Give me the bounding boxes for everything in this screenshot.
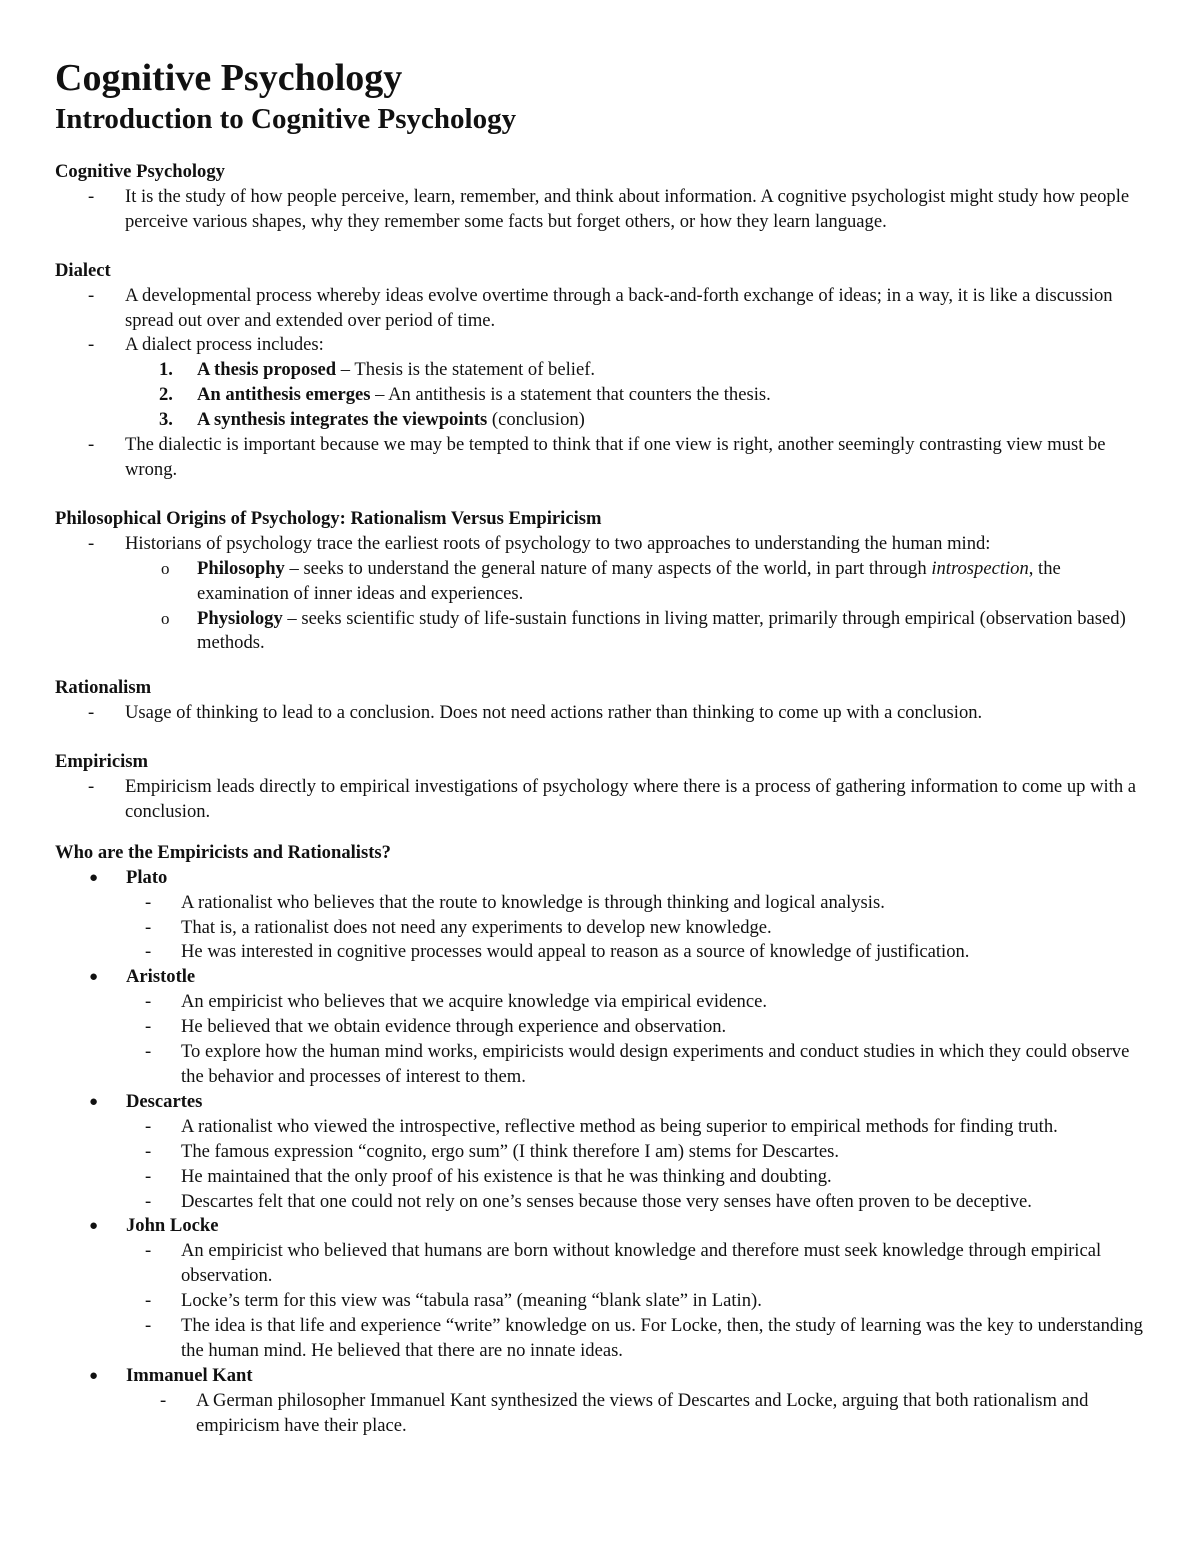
dash-marker: - bbox=[145, 1290, 152, 1312]
circle-marker: o bbox=[161, 608, 170, 628]
dash-list bbox=[55, 185, 1155, 235]
circle-list bbox=[55, 557, 1155, 657]
dash-list bbox=[55, 433, 1155, 483]
sub-list-item bbox=[55, 607, 1155, 657]
list-item-text: He believed that we obtain evidence through experience and observation. bbox=[181, 1016, 727, 1038]
section-rationalism bbox=[55, 676, 1155, 726]
dash-marker: - bbox=[145, 891, 152, 913]
sub-item-text: – seeks scientific study of life-sustain functions in living matter, primarily through empirical (observation based) methods. bbox=[197, 607, 1126, 654]
person-name: Immanuel Kant bbox=[126, 1364, 253, 1386]
list-item-text: A rationalist who viewed the introspective, reflective method as being superior to empirical methods for finding truth. bbox=[181, 1115, 1058, 1137]
list-item-text: A developmental process whereby ideas evolve overtime through a back-and-forth exchange of ideas; in a way, it is like a discussion spread out over and extended over period of time. bbox=[125, 284, 1113, 331]
person-item bbox=[55, 866, 1155, 891]
dash-marker: - bbox=[145, 1041, 152, 1063]
list-item-text: An empiricist who believed that humans are born without knowledge and therefore must seek knowledge through empirical observation. bbox=[181, 1240, 1102, 1287]
list-item-text: He maintained that the only proof of his existence is that he was thinking and doubting. bbox=[181, 1165, 832, 1187]
section-dialect bbox=[55, 259, 1155, 483]
numbered-item bbox=[55, 358, 1155, 383]
list-item bbox=[55, 1314, 1155, 1364]
list-item bbox=[55, 891, 1155, 916]
step-text: (conclusion) bbox=[487, 409, 585, 431]
person-name: Descartes bbox=[126, 1090, 203, 1112]
dash-list bbox=[55, 775, 1155, 825]
list-item bbox=[55, 701, 1155, 726]
section-cognitive-psychology bbox=[55, 160, 1155, 235]
list-item bbox=[55, 940, 1155, 965]
list-item bbox=[55, 284, 1155, 334]
step-text: – An antithesis is a statement that counters the thesis. bbox=[370, 384, 771, 406]
list-item bbox=[55, 1140, 1155, 1165]
list-item-text: A dialect process includes: bbox=[125, 334, 324, 356]
list-item-text: The dialectic is important because we may be tempted to think that if one view is right, another seemingly contrasting view must be wrong. bbox=[125, 434, 1106, 480]
dash-marker: - bbox=[88, 284, 95, 306]
dash-list bbox=[55, 1115, 1155, 1215]
dash-marker: - bbox=[145, 1190, 152, 1212]
list-item bbox=[55, 775, 1155, 825]
dash-list bbox=[55, 532, 1155, 557]
sub-list-item bbox=[55, 557, 1155, 607]
list-item bbox=[55, 1190, 1155, 1215]
numbered-item bbox=[55, 408, 1155, 433]
list-item bbox=[55, 1115, 1155, 1140]
list-item bbox=[55, 916, 1155, 941]
list-item-text: He was interested in cognitive processes would appeal to reason as a source of knowledge of justification. bbox=[181, 941, 970, 963]
circle-marker: o bbox=[161, 558, 170, 578]
list-item-text: The famous expression “cognito, ergo sum” (I think therefore I am) stems for Descartes. bbox=[181, 1140, 839, 1162]
list-item bbox=[55, 1040, 1155, 1090]
dash-marker: - bbox=[160, 1389, 167, 1411]
section-philosophical-origins bbox=[55, 507, 1155, 656]
section-heading: Philosophical Origins of Psychology: Rationalism Versus Empiricism bbox=[55, 507, 602, 529]
list-item bbox=[55, 1015, 1155, 1040]
dash-marker: - bbox=[145, 941, 152, 963]
dash-marker: - bbox=[88, 185, 95, 207]
list-item-text: Empiricism leads directly to empirical investigations of psychology where there is a process of gathering information to come up with a conclusion. bbox=[125, 776, 1137, 822]
bullet-marker: ● bbox=[89, 869, 99, 886]
document-subtitle: Introduction to Cognitive Psychology bbox=[55, 103, 517, 135]
person-item bbox=[55, 1364, 1155, 1389]
document-page bbox=[55, 56, 1155, 1439]
list-item-text: To explore how the human mind works, empiricists would design experiments and conduct studies in which they could observe the behavior and processes of interest to them. bbox=[181, 1041, 1130, 1087]
sub-item-after: , the examination of inner ideas and experiences. bbox=[197, 557, 1061, 604]
list-item bbox=[55, 532, 1155, 557]
person-name: John Locke bbox=[126, 1215, 219, 1237]
step-lead: A thesis proposed bbox=[197, 359, 337, 381]
list-item-text: Locke’s term for this view was “tabula rasa” (meaning “blank slate” in Latin). bbox=[181, 1290, 762, 1312]
section-empiricism bbox=[55, 750, 1155, 825]
list-item bbox=[55, 990, 1155, 1015]
list-item bbox=[55, 185, 1155, 235]
list-item-text: It is the study of how people perceive, learn, remember, and think about information. A cognitive psychologist might study how people perceive various shapes, why they remember some facts but forget others, or how they learn language. bbox=[125, 185, 1130, 232]
dash-marker: - bbox=[88, 334, 95, 356]
dash-list bbox=[55, 284, 1155, 359]
list-item-text: Usage of thinking to lead to a conclusion. Does not need actions rather than thinking to come up with a conclusion. bbox=[125, 702, 983, 724]
step-number: 3. bbox=[159, 409, 173, 431]
list-item-text: A German philosopher Immanuel Kant synthesized the views of Descartes and Locke, arguing that both rationalism and empiricism have their place. bbox=[196, 1389, 1089, 1436]
step-number: 1. bbox=[159, 359, 173, 381]
dash-marker: - bbox=[88, 434, 95, 456]
numbered-list bbox=[55, 358, 1155, 433]
numbered-item bbox=[55, 383, 1155, 408]
section-heading: Cognitive Psychology bbox=[55, 161, 225, 182]
list-item bbox=[55, 433, 1155, 483]
dash-list bbox=[55, 1239, 1155, 1364]
person-points bbox=[55, 1239, 1155, 1364]
dash-marker: - bbox=[145, 1140, 152, 1162]
list-item bbox=[55, 1289, 1155, 1314]
list-item-text: Historians of psychology trace the earliest roots of psychology to two approaches to understanding the human mind: bbox=[125, 532, 991, 554]
dash-marker: - bbox=[145, 1240, 152, 1262]
dash-list bbox=[55, 891, 1155, 966]
sub-item-lead: Philosophy bbox=[197, 557, 285, 579]
dash-list bbox=[55, 990, 1155, 1090]
document-title: Cognitive Psychology bbox=[55, 57, 403, 99]
dash-marker: - bbox=[145, 1115, 152, 1137]
step-text: – Thesis is the statement of belief. bbox=[336, 359, 596, 381]
bullet-marker: ● bbox=[89, 1093, 99, 1110]
bullet-marker: ● bbox=[89, 1218, 99, 1235]
list-item-text: Descartes felt that one could not rely on one’s senses because those very senses have often proven to be deceptive. bbox=[181, 1190, 1032, 1212]
section-heading: Empiricism bbox=[55, 751, 148, 773]
section-heading: Dialect bbox=[55, 259, 111, 281]
person-item bbox=[55, 1090, 1155, 1115]
list-item-text: An empiricist who believes that we acquire knowledge via empirical evidence. bbox=[181, 991, 768, 1013]
dash-marker: - bbox=[145, 1165, 152, 1187]
section-empiricists-rationalists bbox=[55, 841, 1155, 1439]
step-number: 2. bbox=[159, 384, 173, 406]
section-heading: Who are the Empiricists and Rationalists? bbox=[55, 841, 391, 863]
sub-item-text: – seeks to understand the general nature of many aspects of the world, in part through bbox=[284, 557, 932, 579]
list-item bbox=[55, 1165, 1155, 1190]
dash-list bbox=[55, 1389, 1155, 1439]
list-item-text: That is, a rationalist does not need any experiments to develop new knowledge. bbox=[181, 916, 772, 938]
bullet-marker: ● bbox=[89, 1367, 99, 1384]
dash-marker: - bbox=[145, 991, 152, 1013]
dash-marker: - bbox=[145, 1016, 152, 1038]
list-item bbox=[55, 1389, 1155, 1439]
dash-marker: - bbox=[88, 702, 95, 724]
list-item bbox=[55, 333, 1155, 358]
dash-marker: - bbox=[88, 532, 95, 554]
person-name: Aristotle bbox=[126, 966, 196, 988]
dash-marker: - bbox=[88, 776, 95, 798]
dash-marker: - bbox=[145, 916, 152, 938]
person-points bbox=[55, 1389, 1155, 1439]
sub-item-lead: Physiology bbox=[197, 607, 283, 629]
person-name: Plato bbox=[126, 866, 168, 888]
person-item bbox=[55, 1214, 1155, 1239]
list-item bbox=[55, 1239, 1155, 1289]
list-item-text: A rationalist who believes that the route to knowledge is through thinking and logical analysis. bbox=[181, 891, 885, 913]
sub-item-italic: introspection bbox=[931, 557, 1029, 579]
list-item-text: The idea is that life and experience “write” knowledge on us. For Locke, then, the study of learning was the key to understanding the human mind. He believed that there are no innate ideas. bbox=[181, 1315, 1143, 1361]
bullet-marker: ● bbox=[89, 969, 99, 986]
step-lead: An antithesis emerges bbox=[197, 384, 371, 406]
document-body bbox=[55, 160, 1155, 1439]
people-list bbox=[55, 866, 1155, 1439]
person-points bbox=[55, 990, 1155, 1090]
dash-marker: - bbox=[145, 1315, 152, 1337]
section-heading: Rationalism bbox=[55, 677, 152, 699]
step-lead: A synthesis integrates the viewpoints bbox=[197, 409, 488, 431]
person-points bbox=[55, 1115, 1155, 1215]
person-item bbox=[55, 965, 1155, 990]
dash-list bbox=[55, 701, 1155, 726]
person-points bbox=[55, 891, 1155, 966]
